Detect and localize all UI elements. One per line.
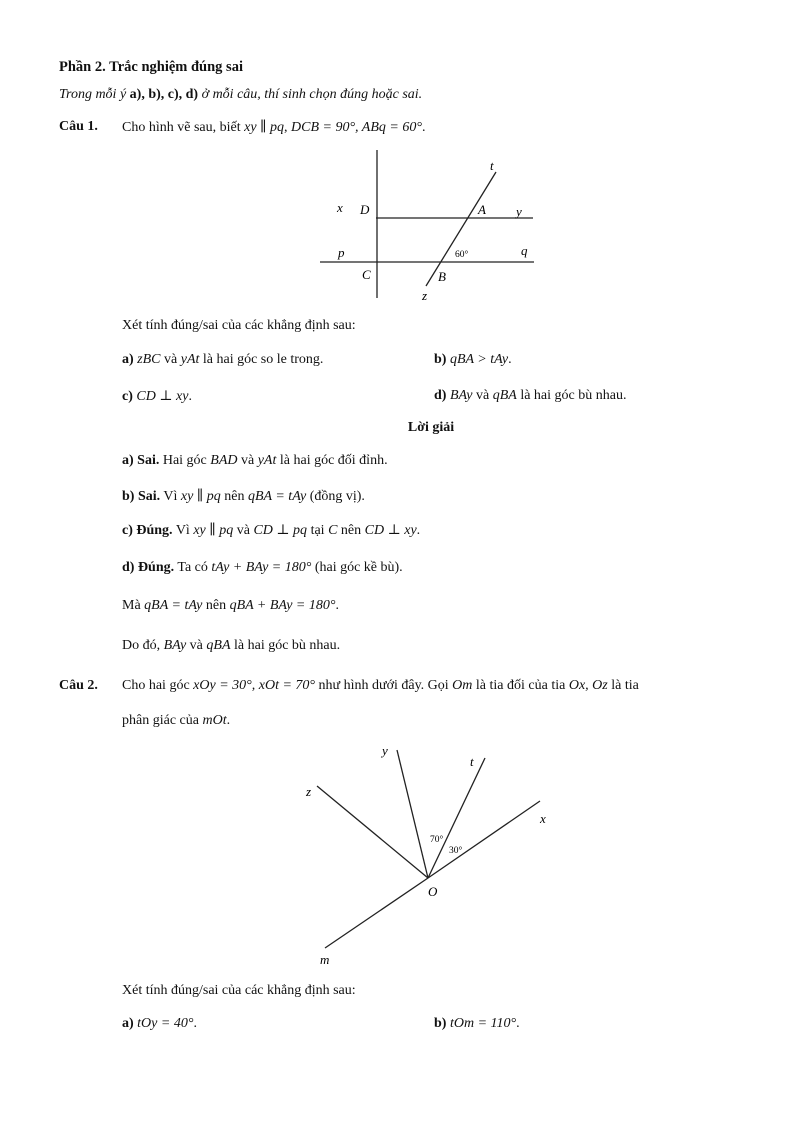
q2-stem-line2-math: mOt (202, 713, 227, 728)
solution-line2-m2: qBA + BAy = 180° (229, 598, 336, 613)
q2-option-a-rest: . (193, 1016, 197, 1031)
solution-line3-m1: BAy (163, 638, 187, 653)
solution-line2-t1: Mà (122, 598, 141, 613)
label-x: x (337, 200, 343, 215)
solution-line3-t1: Do đó, (122, 638, 161, 653)
q2-stem-text2: như hình dưới đây. Gọi (318, 678, 449, 693)
solution-line3 (122, 638, 340, 654)
instruction-pre: Trong mỗi ý (59, 87, 130, 102)
q1-stem (122, 119, 425, 136)
ray-oy (397, 750, 428, 878)
solution-line2-m1: qBA = tAy (144, 598, 203, 613)
option-a-math1: zBC (137, 352, 161, 367)
option-a-mid: và (164, 352, 178, 367)
solution-a (122, 453, 388, 469)
q1-stem-sep: , (284, 120, 288, 135)
q2-figure (300, 738, 560, 970)
label-z2: z (306, 784, 312, 799)
label-c: C (362, 267, 371, 282)
q2-stem-text: Cho hai góc (122, 678, 190, 693)
solution-b-t3: (đồng vị). (309, 489, 365, 504)
solution-line3-m2: qBA (206, 638, 231, 653)
solution-c-m4: CD ⊥ xy (364, 523, 417, 538)
solution-c-t5: . (416, 523, 421, 538)
label-t2: t (470, 754, 474, 769)
label-a: A (478, 202, 486, 217)
q1-stem-math2: DCB = 90°, ABq = 60° (291, 120, 422, 135)
option-b-math: qBA > tAy (449, 352, 509, 367)
solution-d (122, 560, 403, 576)
label-30deg: 30° (449, 846, 463, 856)
instruction (59, 87, 422, 103)
solution-line2 (122, 598, 339, 614)
ray-oz (317, 786, 428, 878)
section-title: Phần 2. Trắc nghiệm đúng sai (59, 59, 243, 75)
solution-a-verdict: a) Sai. (122, 453, 160, 468)
solution-c-t4: nên (340, 523, 362, 538)
line-tz (426, 172, 496, 286)
option-d-math2: qBA (492, 388, 517, 403)
solution-line2-t2: nên (205, 598, 227, 613)
solution-a-t3: là hai góc đối đỉnh. (279, 453, 388, 468)
label-b: B (438, 269, 446, 284)
solution-d-t1: Ta có (177, 560, 208, 575)
option-b-rest: . (508, 352, 512, 367)
label-p: p (338, 245, 345, 260)
q1-option-c (122, 388, 192, 405)
option-a-math2: yAt (180, 352, 200, 367)
option-d-math1: BAy (449, 388, 473, 403)
q1-option-a (122, 352, 323, 368)
ray-ot (428, 758, 485, 878)
option-c-label: c) (122, 389, 133, 404)
option-c-math: CD ⊥ xy (136, 389, 189, 404)
q2-label: Câu 2. (59, 678, 98, 693)
solution-d-verdict: d) Đúng. (122, 560, 175, 575)
solution-c-verdict: c) Đúng. (122, 523, 173, 538)
solution-b (122, 488, 365, 505)
label-q: q (521, 243, 528, 258)
solution-a-t2: và (241, 453, 255, 468)
q2-stem-text3: là tia đối của tia (475, 678, 566, 693)
q1-consider: Xét tính đúng/sai của các khẳng định sau: (122, 318, 356, 333)
option-a-rest: là hai góc so le trong. (202, 352, 324, 367)
option-d-rest: là hai góc bù nhau. (520, 388, 627, 403)
q2-option-b (434, 1016, 520, 1032)
q2-stem-line2-text: phân giác của (122, 713, 199, 728)
solution-c-t1: Vì (175, 523, 190, 538)
solution-a-t1: Hai góc (162, 453, 207, 468)
label-m: m (320, 952, 330, 967)
solution-b-m2: qBA = tAy (248, 489, 307, 504)
option-d-mid: và (476, 388, 490, 403)
q2-stem-line2 (122, 713, 230, 729)
q2-stem-math1: xOy = 30°, xOt = 70° (193, 678, 315, 693)
label-70deg: 70° (430, 835, 444, 845)
label-y: y (516, 204, 522, 219)
q1-figure (318, 148, 540, 308)
instruction-post: ở mỗi câu, thí sinh chọn đúng hoặc sai. (198, 87, 423, 102)
solution-line3-t2: và (189, 638, 203, 653)
q1-option-b (434, 352, 512, 368)
solution-b-t2: nên (224, 489, 245, 504)
solution-line2-t3: . (335, 598, 339, 613)
q2-option-a (122, 1016, 197, 1032)
q2-option-b-rest: . (516, 1016, 520, 1031)
q2-option-a-math: tOy = 40° (137, 1016, 194, 1031)
option-c-rest: . (188, 389, 192, 404)
q2-consider: Xét tính đúng/sai của các khẳng định sau: (122, 983, 356, 998)
solution-c-m1: xy ∥ pq (193, 523, 234, 538)
solution-b-verdict: b) Sai. (122, 489, 161, 504)
q1-stem-text: Cho hình vẽ sau, biết (122, 120, 241, 135)
instruction-parts: a), b), c), d) (129, 87, 199, 102)
q2-option-b-label: b) (434, 1016, 447, 1031)
option-d-label: d) (434, 388, 447, 403)
solution-d-m1: tAy + BAy = 180° (211, 560, 312, 575)
solution-title: Lời giải (407, 420, 455, 435)
ray-om (325, 878, 428, 948)
q2-option-b-math: tOm = 110° (449, 1016, 517, 1031)
solution-c-t3: tại (310, 523, 325, 538)
solution-c-t2: và (236, 523, 250, 538)
option-b-label: b) (434, 352, 447, 367)
solution-c (122, 522, 420, 539)
solution-c-m3: C (328, 523, 338, 538)
ray-ox (428, 801, 540, 878)
solution-b-m1: xy ∥ pq (180, 489, 221, 504)
solution-a-m2: yAt (257, 453, 277, 468)
q2-stem-line2-end: . (226, 713, 231, 728)
solution-a-m1: BAD (210, 453, 238, 468)
q1-stem-math1: xy ∥ pq (244, 120, 285, 135)
solution-line3-t3: là hai góc bù nhau. (234, 638, 341, 653)
q2-stem-math2: Om (452, 678, 473, 693)
label-z: z (422, 288, 428, 303)
q2-stem-math3: Ox, Oz (568, 678, 608, 693)
label-y2: y (382, 743, 388, 758)
q2-option-a-label: a) (122, 1016, 134, 1031)
q1-label: Câu 1. (59, 119, 98, 134)
option-a-label: a) (122, 352, 134, 367)
solution-c-m2: CD ⊥ pq (253, 523, 308, 538)
label-t: t (490, 158, 494, 173)
q2-stem-text4: là tia (611, 678, 639, 693)
label-o: O (428, 884, 438, 899)
q1-option-d (434, 388, 626, 404)
label-x2: x (540, 811, 546, 826)
solution-d-t2: (hai góc kề bù). (314, 560, 403, 575)
label-60deg: 60° (455, 250, 469, 260)
solution-b-t1: Vì (163, 489, 178, 504)
q2-stem (122, 678, 639, 694)
label-d: D (360, 202, 370, 217)
q1-stem-end: . (421, 120, 426, 135)
